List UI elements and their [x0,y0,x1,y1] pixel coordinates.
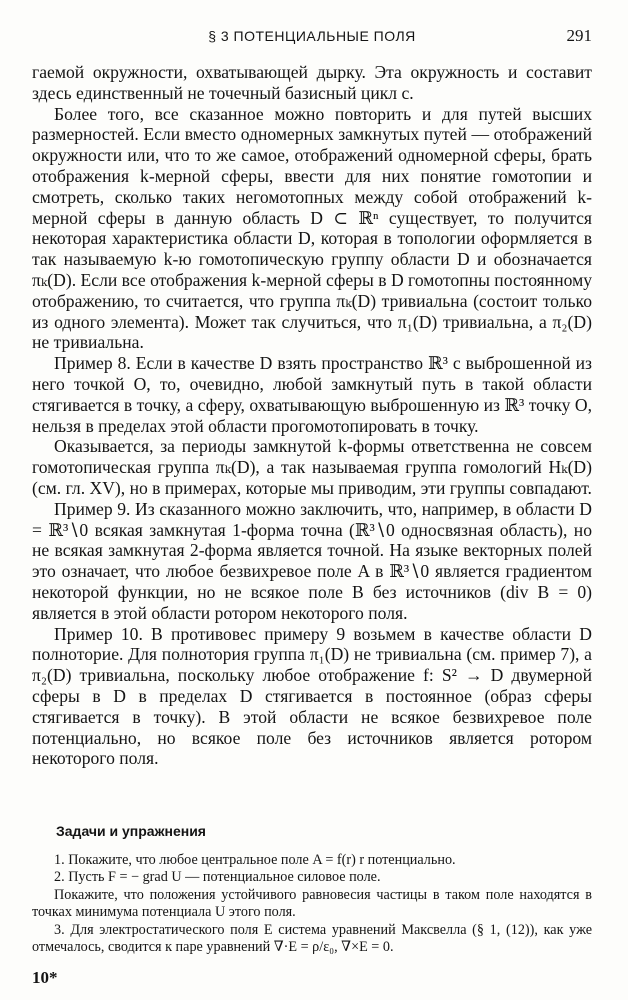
exercise-item: 3. Для электростатического поля E система уравнений Максвелла (§ 1, (12)), как уже отмечалось, сводится к паре уравнений ∇·E = ρ/ε₀, ∇×E = 0. [32,921,592,956]
paragraph-example-8: Пример 8. Если в качестве D взять пространство ℝ³ с выброшенной из него точкой O, то, очевидно, любой замкнутый путь в такой области стягивается в точку, а сферу, охватывающую выброшенную из ℝ³ точку O, нельзя в пределах этой области прогомотопировать в точку. [32,353,592,436]
exercise-item: 1. Покажите, что любое центральное поле A = f(r) r потенциально. [54,852,456,868]
exercises-list [32,852,592,956]
paragraph-homology: Оказывается, за периоды замкнутой k-формы ответственна не совсем гомотопическая группа πₖ(D), а так называемая группа гомологий Hₖ(D) (см. гл. XV), но в примерах, которые мы приводим, эти группы совпадают. [32,436,592,498]
exercises-heading: Задачи и упражнения [56,823,206,839]
paragraph-continuation: гаемой окружности, охватывающей дырку. Эта окружность и составит здесь единственный не точечный базисный цикл c. [32,62,592,103]
signature-mark: 10* [32,968,58,987]
paragraph-example-10: Пример 10. В противовес примеру 9 возьмем в качестве области D полноторие. Для полнотория группа π₁(D) не тривиальна (см. пример 7), а π₂(D) тривиальна, поскольку любое отображение f: S² → D двумерной сферы в D в пределах D стягивается в постоянное (образ сферы стягивается в точку). В этой области не всякое безвихревое поле потенциально, но всякое поле без источников является ротором некоторого поля. [32,623,592,769]
page-number: 291 [566,26,592,45]
paragraph-homotopy-groups: Более того, все сказанное можно повторить и для путей высших размерностей. Если вместо одномерных замкнутых путей — отображений окружности или, что то же самое, отображений одномерной сферы, брать отображения k-мерной сферы, ввести для них понятие гомотопии и смотреть, сколько таких негомотопных между собой отображений k-мерной сферы в данную область D ⊂ ℝⁿ существует, то получится некоторая характеристика области D, которая в топологии оформляется в так называемую k-ю гомотопическую группу области D и обозначается πₖ(D). Если все отображения k-мерной сферы в D гомотопны постоянному отображению, то считается, что группа πₖ(D) тривиальна (состоит только из одного элемента). Может так случиться, что π₁(D) тривиальна, а π₂(D) не тривиальна. [32,103,592,353]
paragraph-example-9: Пример 9. Из сказанного можно заключить, что, например, в области D = ℝ³∖0 всякая замкнутая 1-форма точна (ℝ³∖0 односвязная область), но не всякая замкнутая 2-форма является точной. На языке векторных полей это означает, что любое безвихревое поле A в ℝ³∖0 является градиентом некоторой функции, но не всякое поле B без источников (div B = 0) является в этой области ротором некоторого поля. [32,498,592,623]
exercise-item: Покажите, что положения устойчивого равновесия частицы в таком поле находятся в точках минимума потенциала U этого поля. [32,886,592,921]
running-head [32,28,592,48]
main-text [32,62,592,769]
running-title: § 3 ПОТЕНЦИАЛЬНЫЕ ПОЛЯ [208,28,416,44]
exercise-item: 2. Пусть F = − grad U — потенциальное силовое поле. [54,869,381,886]
